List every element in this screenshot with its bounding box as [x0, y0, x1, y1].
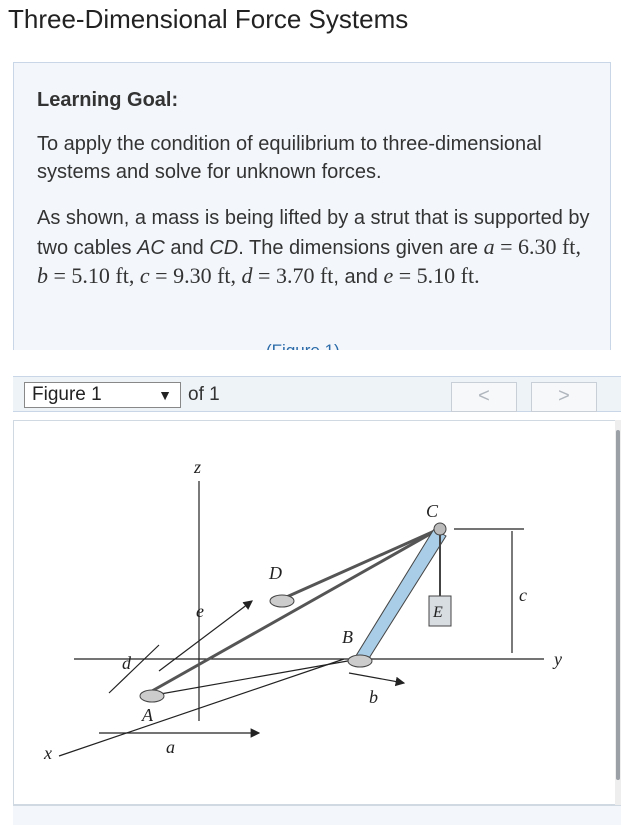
joint-c: [434, 523, 446, 535]
strut-cable-diagram: [14, 421, 618, 804]
dim-d-label: d: [122, 653, 131, 673]
goal-heading: Learning Goal:: [37, 89, 179, 111]
comma: ,: [575, 233, 581, 259]
equals-e: =: [393, 263, 417, 288]
goal-text: To apply the condition of equilibrium to three-dimensional systems and solve for unknown forces.: [37, 133, 542, 183]
axis-y-label: y: [554, 649, 562, 669]
axis-x-label: x: [44, 743, 52, 763]
var-d: d: [241, 263, 253, 288]
equals-c: =: [149, 263, 174, 288]
scenario-text: [37, 205, 597, 292]
dimensions-intro: . The dimensions given are: [238, 236, 484, 259]
point-b-label: B: [342, 627, 353, 647]
figure-select[interactable]: [24, 382, 181, 408]
value-a: 6.30 ft: [517, 233, 576, 259]
page-title: Three-Dimensional Force Systems: [8, 4, 409, 34]
mass-e-label: E: [433, 604, 443, 621]
and-word: , and: [333, 266, 384, 288]
section-gap: [0, 350, 621, 376]
period: .: [474, 263, 480, 288]
chevron-right-icon: >: [558, 385, 570, 407]
var-b: b: [37, 263, 48, 288]
cable-cd-label: CD: [209, 236, 239, 259]
prev-figure-button[interactable]: [451, 382, 517, 412]
x-axis-line: [59, 659, 344, 756]
comma: ,: [230, 263, 242, 288]
figure-count: of 1: [188, 384, 220, 405]
dim-a-label: a: [166, 737, 175, 757]
dropdown-arrow-icon: ▼: [158, 387, 172, 403]
dim-d-line: [109, 645, 159, 693]
dim-b-label: b: [369, 687, 378, 707]
figure-toolbar: [13, 376, 621, 412]
bottom-strip: [13, 805, 621, 825]
figure-select-value: Figure 1: [32, 384, 102, 405]
dim-c-label: c: [519, 585, 527, 605]
dim-e-label: e: [196, 601, 204, 621]
point-a-label: A: [142, 705, 153, 725]
var-c: c: [139, 263, 150, 288]
var-e: e: [383, 263, 394, 288]
dim-b-line: [349, 673, 404, 683]
point-c-label: C: [426, 501, 439, 521]
value-c: 9.30 ft: [173, 263, 231, 288]
figure-image: [13, 420, 619, 805]
equals-d: =: [252, 263, 276, 288]
next-figure-button[interactable]: [531, 382, 597, 412]
value-e: 5.10 ft: [416, 263, 475, 288]
chevron-left-icon: <: [478, 385, 490, 407]
scenario-intro: As shown, a mass is being lifted by a strut that is supported by two cables: [37, 207, 590, 259]
support-b: [348, 655, 372, 667]
support-d: [270, 595, 294, 607]
figure-scroll-thumb[interactable]: [616, 430, 620, 780]
learning-goal-panel: [13, 62, 611, 350]
axis-z-label: z: [194, 457, 202, 477]
var-a: a: [483, 233, 495, 259]
point-d-label: D: [269, 563, 282, 583]
ground-line: [149, 659, 359, 696]
cable-ac-label: AC: [137, 236, 165, 259]
support-a: [140, 690, 164, 702]
comma: ,: [128, 263, 140, 288]
value-d: 3.70 ft: [275, 263, 334, 288]
equals-b: =: [48, 263, 72, 288]
equals-a: =: [494, 233, 518, 259]
and-text: and: [164, 236, 210, 259]
value-b: 5.10 ft: [71, 263, 129, 288]
